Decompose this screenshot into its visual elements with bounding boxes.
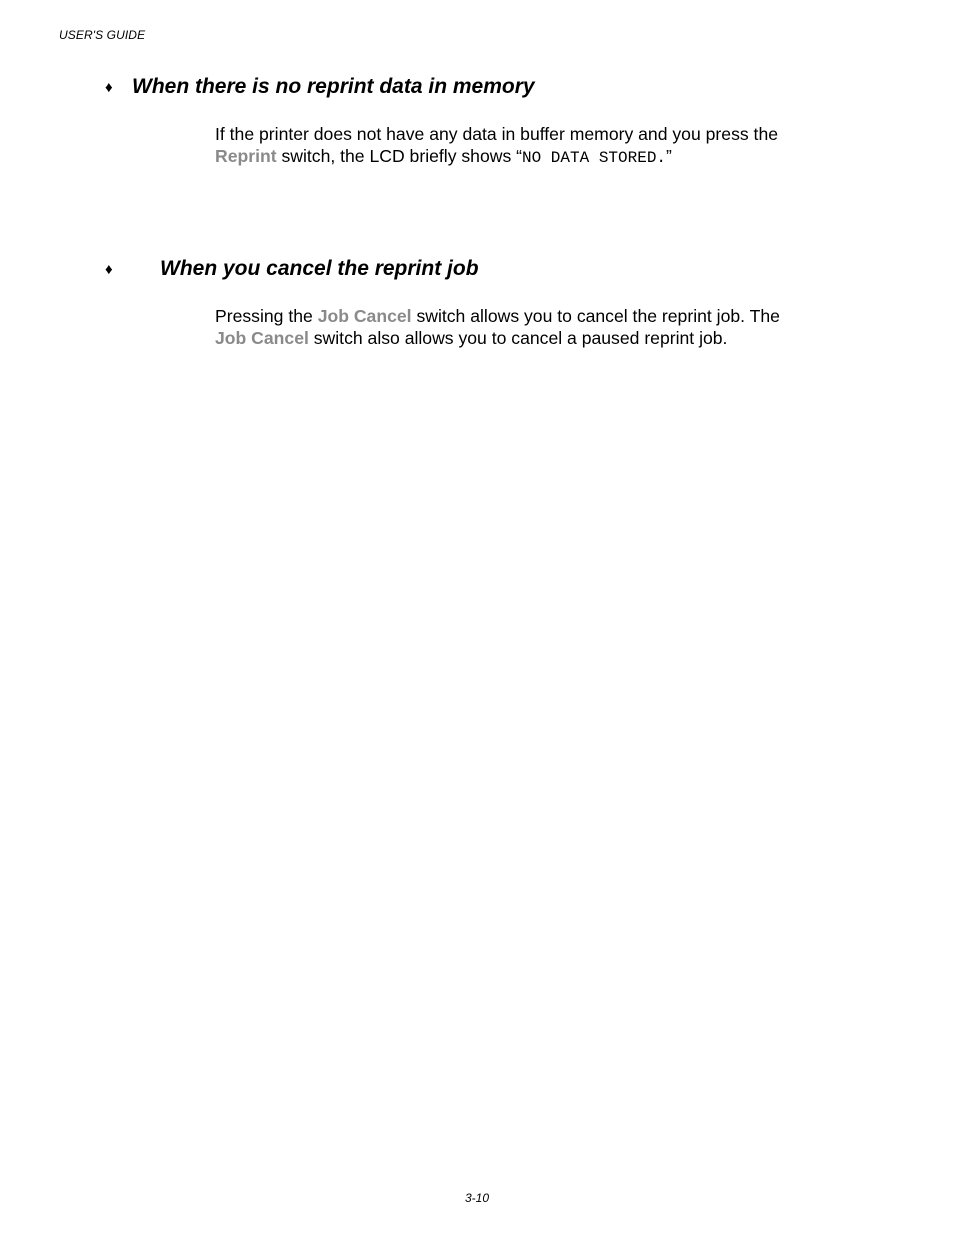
lcd-message: NO DATA STORED. bbox=[522, 149, 667, 167]
paragraph-text: switch, the LCD briefly shows “ bbox=[276, 146, 522, 166]
diamond-bullet-icon: ♦ bbox=[105, 261, 113, 278]
paragraph-text: switch also allows you to cancel a paused reprint job. bbox=[308, 328, 728, 348]
paragraph-no-reprint-data bbox=[215, 123, 855, 169]
paragraph-text: switch allows you to cancel the reprint job. The bbox=[411, 306, 780, 326]
diamond-bullet-icon: ♦ bbox=[105, 79, 113, 96]
reprint-switch-label: Reprint bbox=[215, 146, 277, 166]
job-cancel-switch-label: Job Cancel bbox=[215, 328, 309, 348]
paragraph-text: If the printer does not have any data in buffer memory and you press the bbox=[215, 124, 779, 144]
running-header: USER'S GUIDE bbox=[59, 28, 146, 42]
paragraph-text: ” bbox=[666, 146, 672, 166]
section-heading-text: When you cancel the reprint job bbox=[160, 257, 479, 280]
section-heading-text: When there is no reprint data in memory bbox=[132, 75, 535, 98]
section-heading-cancel-reprint-job bbox=[105, 257, 625, 285]
job-cancel-switch-label: Job Cancel bbox=[317, 306, 412, 326]
paragraph-text: Pressing the bbox=[215, 306, 318, 326]
page-number: 3-10 bbox=[464, 1191, 490, 1205]
section-heading-no-reprint-data bbox=[105, 75, 625, 103]
paragraph-cancel-reprint-job bbox=[215, 305, 855, 349]
